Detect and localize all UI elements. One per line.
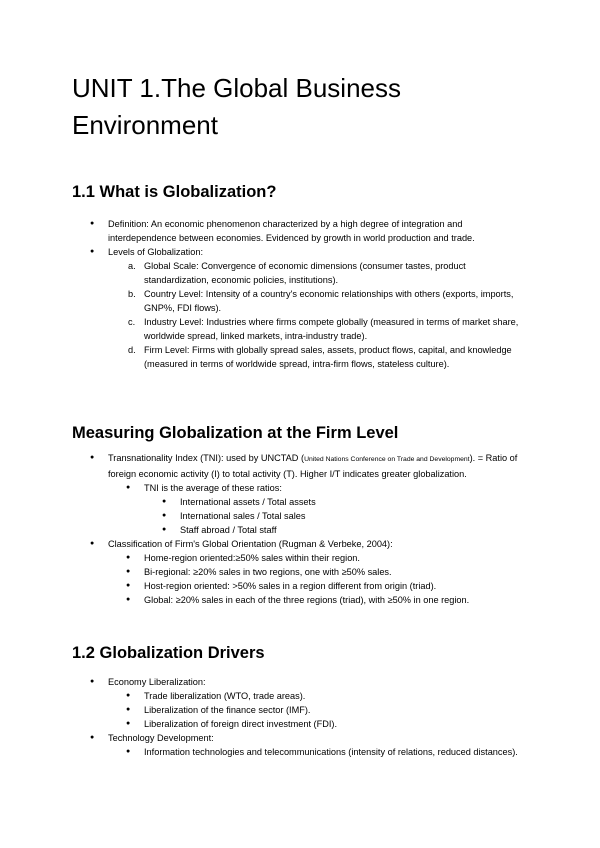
list-item-level-country [72, 287, 532, 315]
bullet-icon: ● [126, 706, 131, 713]
bullet-icon: ● [126, 484, 131, 491]
list-marker: a. [128, 261, 136, 271]
list-item-ratio [72, 523, 532, 537]
driver-text: Liberalization of foreign direct investment (FDI). [144, 719, 338, 729]
bullet-icon: ● [126, 720, 131, 727]
list-item-ratio [72, 509, 532, 523]
list-marker: d. [128, 345, 136, 355]
section-heading-measuring-globalization: Measuring Globalization at the Firm Level [72, 424, 399, 442]
bullet-icon: ● [90, 248, 95, 255]
economy-label: Economy Liberalization: [108, 677, 206, 687]
list-marker: c. [128, 317, 136, 327]
bullet-icon: ● [126, 568, 131, 575]
ratio-text: International assets / Total assets [180, 497, 316, 507]
section-body-globalization-drivers [72, 675, 532, 759]
list-item-ratio [72, 495, 532, 509]
class-text: ≥20% sales in two regions, one with ≥50% sales. [190, 567, 392, 577]
definition-text: An economic phenomenon characterized by a high degree of integration and interdependence between economies. Evidenced by growth in world production and trade. [108, 219, 475, 243]
bullet-icon: ● [90, 454, 95, 461]
bullet-icon: ● [126, 692, 131, 699]
driver-text: Trade liberalization (WTO, trade areas). [144, 691, 306, 701]
class-text: ≥50% sales within their region. [235, 553, 360, 563]
level-label: Global Scale: [144, 261, 199, 271]
list-item-definition [72, 217, 532, 245]
technology-label: Technology Development: [108, 733, 214, 743]
bullet-icon: ● [162, 498, 167, 505]
bullet-icon: ● [162, 512, 167, 519]
list-item-driver [72, 717, 532, 731]
list-item-driver [72, 689, 532, 703]
section-heading-globalization-drivers: 1.2 Globalization Drivers [72, 644, 265, 662]
classification-label: Classification of Firm's Global Orientation (Rugman & Verbeke, 2004): [108, 539, 393, 549]
section-heading-what-is-globalization: 1.1 What is Globalization? [72, 183, 277, 201]
list-item-driver [72, 703, 532, 717]
bullet-icon: ● [162, 526, 167, 533]
class-text: ≥20% sales in each of the three regions (triad), with ≥50% in one region. [173, 595, 470, 605]
level-text: Convergence of economic dimensions (consumer tastes, product standardization, economic policies, institutions). [144, 261, 466, 285]
level-label: Industry Level: [144, 317, 204, 327]
tni-text-start: Transnationality Index (TNI): used by UNCTAD ( [108, 453, 305, 463]
list-item-tni-average [72, 481, 532, 495]
level-text: Firms with globally spread sales, assets, product flows, capital, and knowledge (measured in terms of worldwide spread, intra-firm flows, stateless culture). [144, 345, 512, 369]
tni-text-end: ). = Ratio of foreign economic activity (I) to total activity (T). Higher I/T indicates greater globalization. [108, 453, 518, 479]
level-text: Intensity of a country's economic relationships with others (exports, imports, GNP%, FDI flows). [144, 289, 514, 313]
bullet-icon: ● [126, 582, 131, 589]
level-label: Country Level: [144, 289, 204, 299]
list-item-class [72, 551, 532, 565]
class-text: >50% sales in a region different from origin (triad). [229, 581, 437, 591]
list-marker: b. [128, 289, 136, 299]
page-title: UNIT 1.The Global Business Environment [72, 73, 401, 140]
class-label: Global: [144, 595, 174, 605]
list-item-level-firm [72, 343, 532, 371]
list-item-class [72, 593, 532, 607]
bullet-icon: ● [126, 596, 131, 603]
tni-small-text: United Nations Conference on Trade and Development [304, 456, 470, 463]
tni-average-text: TNI is the average of these ratios: [144, 483, 282, 493]
bullet-icon: ● [90, 678, 95, 685]
bullet-icon: ● [126, 748, 131, 755]
bullet-icon: ● [90, 220, 95, 227]
driver-text: Information technologies and telecommunications (intensity of relations, reduced distances). [144, 747, 518, 757]
bullet-icon: ● [90, 540, 95, 547]
list-item-class [72, 565, 532, 579]
list-item-level-global [72, 259, 532, 287]
levels-label: Levels of Globalization: [108, 247, 203, 257]
bullet-icon: ● [126, 554, 131, 561]
driver-text: Liberalization of the finance sector (IMF). [144, 705, 311, 715]
section-body-what-is-globalization [72, 217, 532, 371]
class-label: Host-region oriented: [144, 581, 230, 591]
list-item-economy-liberalization [72, 675, 532, 689]
list-item-class [72, 579, 532, 593]
section-body-measuring-globalization [72, 451, 532, 607]
level-label: Firm Level: [144, 345, 190, 355]
ratio-text: International sales / Total sales [180, 511, 306, 521]
class-label: Home-region oriented: [144, 553, 236, 563]
list-item-level-industry [72, 315, 532, 343]
class-label: Bi-regional: [144, 567, 191, 577]
bullet-icon: ● [90, 734, 95, 741]
ratio-text: Staff abroad / Total staff [180, 525, 277, 535]
list-item-classification [72, 537, 532, 551]
list-item-driver [72, 745, 532, 759]
list-item-technology-development [72, 731, 532, 745]
level-text: Industries where firms compete globally (measured in terms of market share, worldwide spread, linked markets, intra-industry trade). [144, 317, 519, 341]
definition-label: Definition: [108, 219, 149, 229]
list-item-levels [72, 245, 532, 259]
list-item-tni [72, 451, 532, 481]
